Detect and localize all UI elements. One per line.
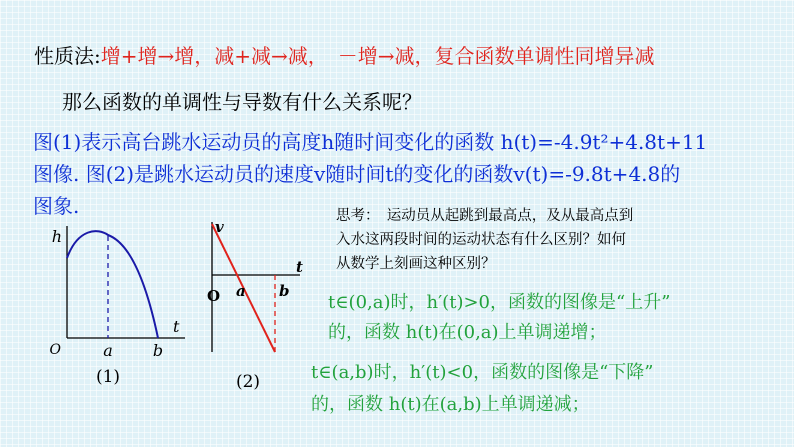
description-line-3: 图象. bbox=[33, 194, 80, 218]
figure-1-y-label: h bbox=[51, 227, 62, 246]
figure-2-y-label: v bbox=[215, 218, 224, 236]
figure-1-height-graph bbox=[40, 220, 200, 390]
question-text: 那么函数的单调性与导数有什么关系呢？ bbox=[62, 90, 422, 114]
decrease-conclusion-line-2: 的，函数 h(t)在(a,b)上单调递减； bbox=[311, 394, 590, 415]
figure-2-b-label: b bbox=[279, 282, 290, 300]
figure-2-caption: (2) bbox=[235, 372, 261, 392]
thinking-line-2: 入水这两段时间的运动状态有什么区别？如何 bbox=[336, 232, 626, 248]
description-line-1: 图(1)表示高台跳水运动员的高度h随时间变化的函数 h(t)=-4.9t²+4.8t+11 bbox=[33, 130, 708, 154]
increase-conclusion-line-1: t∈(0,a)时，h′(t)>0，函数的图像是“上升” bbox=[328, 292, 671, 313]
properties-rules: 增+增→增，减+减→减， －增→减，复合函数单调性同增异减 bbox=[100, 44, 655, 68]
figure-1-height-curve bbox=[67, 231, 158, 338]
properties-line bbox=[34, 40, 655, 69]
thinking-line-1: 思考： 运动员从起跳到最高点，及从最高点到 bbox=[336, 208, 634, 224]
figure-2-origin-label: O bbox=[207, 287, 221, 305]
figure-1-x-label: t bbox=[173, 317, 180, 336]
figure-2-x-label: t bbox=[296, 258, 303, 276]
increase-conclusion-line-2: 的，函数 h(t)在(0,a)上单调递增； bbox=[328, 322, 607, 343]
figure-1-caption: (1) bbox=[95, 367, 121, 387]
figure-2-velocity-graph bbox=[204, 212, 314, 397]
figure-2-a-label: a bbox=[236, 282, 246, 300]
thinking-line-3: 从数学上刻画这种区别？ bbox=[336, 256, 496, 272]
figure-1-origin-label: O bbox=[49, 342, 61, 358]
properties-label: 性质法: bbox=[34, 44, 101, 68]
figure-1-a-label: a bbox=[103, 341, 113, 360]
description-line-2: 图像. 图(2)是跳水运动员的速度v随时间t的变化的函数v(t)=-9.8t+4.8的 bbox=[33, 162, 681, 186]
decrease-conclusion-line-1: t∈(a,b)时，h′(t)<0，函数的图像是“下降” bbox=[311, 362, 654, 383]
figure-1-b-label: b bbox=[152, 341, 164, 360]
